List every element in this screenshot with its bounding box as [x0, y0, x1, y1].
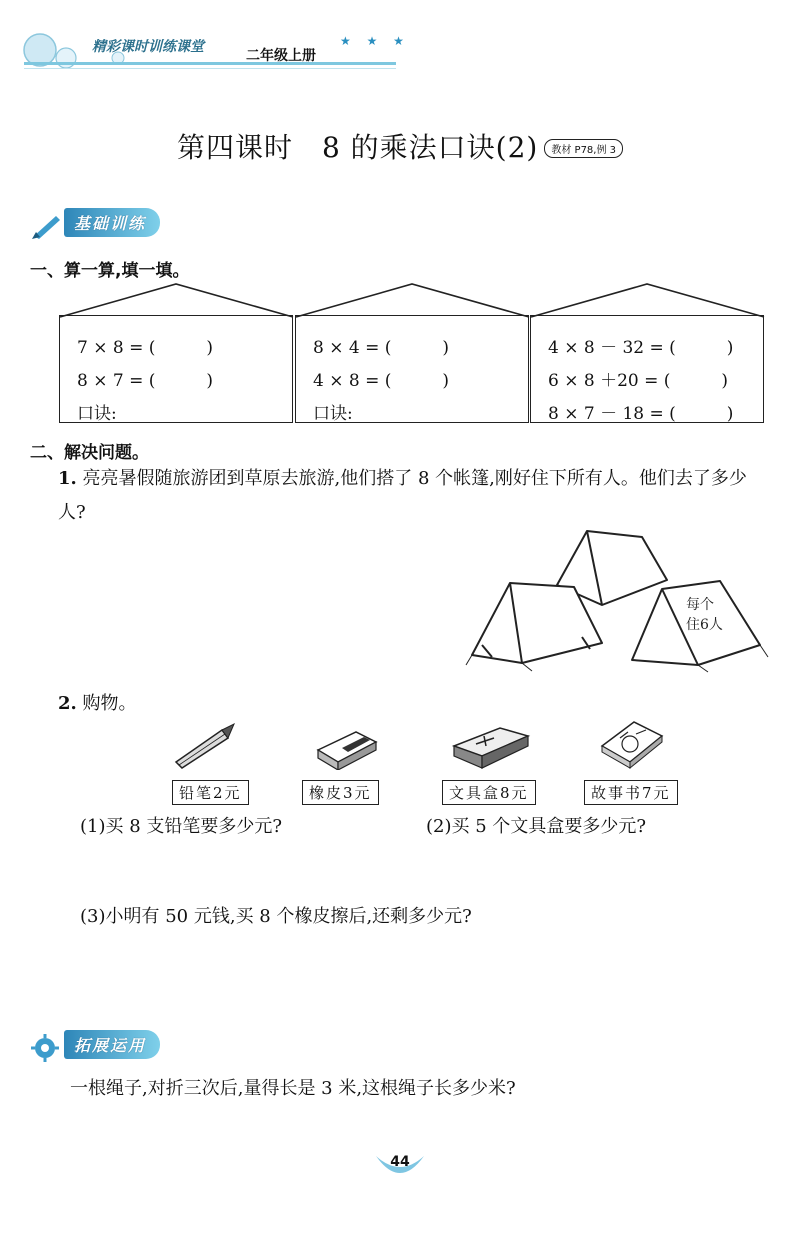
house-2-line-3 [313, 399, 498, 424]
price-label-pencil-box: 文具盒8元 [442, 780, 536, 805]
storybook-icon [598, 716, 666, 772]
house-1-line-3 [77, 399, 262, 424]
house-1-line-2: 8 × 7 = ( ) [77, 371, 213, 391]
problem-2: 2. 购物。 [58, 693, 137, 714]
pencil-icon [170, 722, 238, 770]
lesson-title-row [0, 126, 800, 166]
textbook-reference: 教材 P78,例 3 [544, 139, 623, 158]
stars-decoration-icon: ★ ★ ★ [340, 34, 410, 48]
answer-blank[interactable] [117, 404, 262, 423]
answer-blank[interactable] [353, 404, 498, 423]
price-label-eraser: 橡皮3元 [302, 780, 379, 805]
sub-question-3: (3)小明有 50 元钱,买 8 个橡皮擦后,还剩多少元? [80, 906, 472, 927]
house-roof-3 [530, 282, 766, 318]
problem-2-title: 购物。 [82, 693, 137, 714]
house-3-line-3: 8 × 7 － 18 = ( ) [548, 404, 734, 424]
pencil-box-icon [450, 722, 532, 770]
house-1-line-1: 7 × 8 = ( ) [77, 338, 213, 358]
house-roof-1 [59, 282, 295, 318]
house-box-2 [295, 282, 531, 422]
extend-badge: 拓展运用 [30, 1030, 160, 1058]
page-number: 44 [390, 1154, 410, 1170]
problem-2-number: 2 [58, 693, 71, 714]
house-2-line-1: 8 × 4 = ( ) [313, 338, 449, 358]
page-number-badge [370, 1150, 430, 1186]
gear-bulb-icon [30, 1032, 64, 1062]
eraser-icon [312, 722, 380, 770]
house-roof-2 [295, 282, 531, 318]
question-2-title: 二、解决问题。 [30, 443, 149, 463]
header-rule-thin [24, 68, 396, 69]
grade-label: 二年级上册 [246, 48, 316, 64]
tent-note-line-1: 每个 [686, 597, 714, 613]
price-label-pencil: 铅笔2元 [172, 780, 249, 805]
tents-illustration [462, 525, 772, 673]
lesson-title: 第四课时 8 的乘法口诀(2) [176, 131, 539, 164]
problem-1: 1. 亮亮暑假随旅游团到草原去旅游,他们搭了 8 个帐篷,刚好住下所有人。他们去了多少人? [58, 468, 747, 523]
series-logo: 精彩课时训练课堂 [92, 39, 204, 55]
house-box-3 [530, 282, 766, 422]
question-1-title: 一、算一算,填一填。 [30, 261, 190, 281]
house-box-1 [59, 282, 295, 422]
pen-icon [30, 210, 64, 240]
extend-question: 一根绳子,对折三次后,量得长是 3 米,这根绳子长多少米? [70, 1078, 516, 1099]
mnemonic-label: 口诀: [77, 404, 117, 424]
sub-question-1: (1)买 8 支铅笔要多少元? [80, 816, 283, 837]
header-rule [24, 62, 396, 65]
house-3-line-2: 6 × 8 ＋20 = ( ) [548, 371, 729, 391]
house-2-line-2: 4 × 8 = ( ) [313, 371, 449, 391]
problem-1-text: 亮亮暑假随旅游团到草原去旅游,他们搭了 8 个帐篷,刚好住下所有人。他们去了多少人? [58, 468, 747, 523]
house-3-line-1: 4 × 8 － 32 = ( ) [548, 338, 734, 358]
tent-note-line-2: 住6人 [686, 617, 723, 633]
mnemonic-label: 口诀: [313, 404, 353, 424]
sub-question-2: (2)买 5 个文具盒要多少元? [426, 816, 647, 837]
price-label-storybook: 故事书7元 [584, 780, 678, 805]
basic-training-badge: 基础训练 [30, 208, 160, 236]
problem-1-number: 1 [58, 468, 71, 489]
